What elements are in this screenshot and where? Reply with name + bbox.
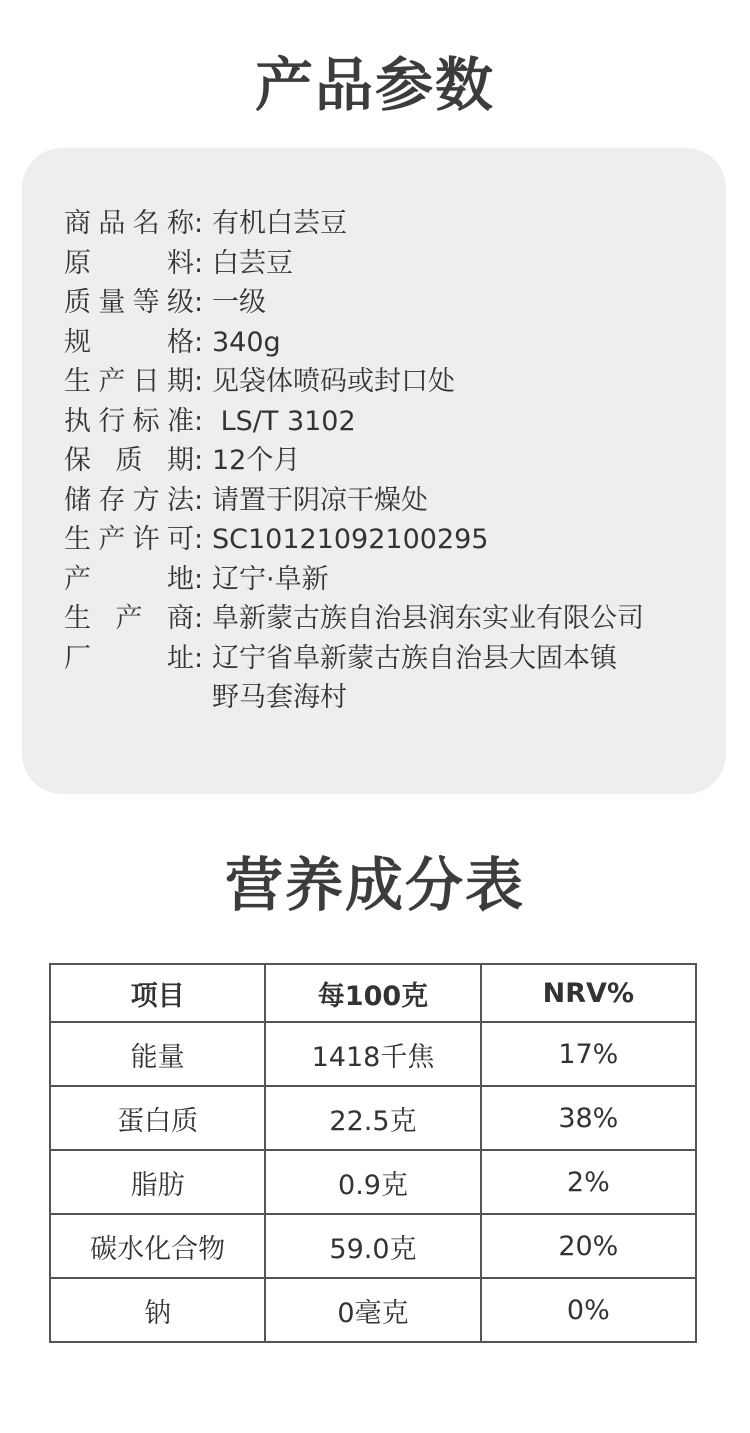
param-row (64, 244, 704, 284)
param-colon: : (194, 366, 204, 397)
param-colon: : (194, 445, 204, 476)
nutrition-header-row (50, 964, 696, 1022)
param-label-char: 称 (166, 208, 194, 239)
param-label (64, 323, 194, 363)
param-row (64, 481, 704, 521)
nutrient-name: 脂肪 (50, 1150, 265, 1214)
table-row (50, 1022, 696, 1086)
params-title: 产品参数 (254, 51, 495, 119)
param-value: 白芸豆 (212, 247, 293, 279)
nutrient-name: 能量 (50, 1022, 265, 1086)
param-label (64, 599, 194, 639)
param-row (64, 560, 704, 600)
param-label-char: 行 (98, 405, 126, 437)
param-value: 请置于阴凉干燥处 (212, 484, 428, 516)
nutrient-name: 蛋白质 (50, 1086, 265, 1150)
param-label-char: 可 (166, 524, 194, 555)
param-row (64, 362, 704, 402)
param-value: 有机白芸豆 (212, 208, 347, 239)
param-label-char: 准 (166, 405, 194, 437)
table-row (50, 1086, 696, 1150)
param-value: 340g (212, 326, 281, 358)
nutrient-nrv: 20% (481, 1214, 696, 1278)
param-value: 12个月 (212, 445, 301, 476)
param-label-char: 产 (64, 563, 91, 595)
param-label-char: 质 (64, 287, 91, 318)
param-colon: : (194, 326, 204, 358)
param-value: LS/T 3102 (212, 405, 356, 437)
nutrient-amount: 59.0克 (265, 1214, 480, 1278)
param-row (64, 678, 704, 718)
param-label-char: 商 (64, 208, 91, 239)
param-label-char: 生 (64, 366, 91, 397)
param-colon (194, 678, 212, 718)
param-label-char: 许 (132, 524, 160, 555)
param-colon: : (194, 642, 204, 674)
param-label (64, 560, 194, 600)
param-colon: : (194, 603, 204, 634)
param-label-char: 格 (167, 326, 194, 358)
param-label-char: 量 (98, 287, 126, 318)
param-row (64, 204, 704, 244)
param-value: 野马套海村 (212, 682, 347, 713)
param-label-char: 储 (64, 484, 91, 516)
nutrient-amount: 0.9克 (265, 1150, 480, 1214)
param-row (64, 441, 704, 481)
nutrient-nrv: 0% (481, 1278, 696, 1342)
nutrient-name: 碳水化合物 (50, 1214, 265, 1278)
param-colon: : (194, 247, 204, 279)
param-row (64, 402, 704, 442)
nutrient-amount: 22.5克 (265, 1086, 480, 1150)
param-label-char: 保 (64, 445, 91, 476)
nutrition-title: 营养成分表 (224, 851, 525, 919)
param-label-char: 址 (167, 642, 194, 674)
param-label (64, 244, 194, 284)
param-label (64, 639, 194, 679)
param-colon: : (194, 405, 204, 437)
param-label-char: 生 (64, 603, 91, 634)
param-label-char: 等 (132, 287, 160, 318)
nutrient-nrv: 17% (481, 1022, 696, 1086)
nutrient-amount: 1418千焦 (265, 1022, 480, 1086)
param-label-char: 名 (132, 208, 160, 239)
nutrition-table (49, 963, 697, 1343)
param-label-char: 标 (132, 405, 160, 437)
param-label (64, 520, 194, 560)
param-label (64, 362, 194, 402)
param-value: 辽宁省阜新蒙古族自治县大固本镇 (212, 642, 617, 674)
param-label-char: 厂 (64, 642, 91, 674)
table-row (50, 1278, 696, 1342)
header-per-100g: 每100克 (265, 964, 480, 1022)
param-label (64, 402, 194, 442)
header-item: 项目 (50, 964, 265, 1022)
param-label-char: 规 (64, 326, 91, 358)
param-label-char: 质 (115, 445, 143, 476)
param-row (64, 639, 704, 679)
param-label-char: 料 (167, 247, 194, 279)
param-label-char: 商 (167, 603, 194, 634)
param-value: SC10121092100295 (212, 524, 489, 555)
param-value: 辽宁·阜新 (212, 563, 329, 595)
param-label-char: 级 (166, 287, 194, 318)
nutrient-amount: 0毫克 (265, 1278, 480, 1342)
param-row (64, 520, 704, 560)
param-colon: : (194, 208, 204, 239)
param-label-char: 原 (64, 247, 91, 279)
params-card (22, 148, 726, 794)
param-label-char: 产 (98, 524, 126, 555)
nutrient-nrv: 2% (481, 1150, 696, 1214)
param-label (64, 283, 194, 323)
param-label-char: 存 (98, 484, 126, 516)
param-label-char: 期 (167, 445, 194, 476)
table-row (50, 1150, 696, 1214)
param-row (64, 323, 704, 363)
param-row (64, 599, 704, 639)
param-label (64, 204, 194, 244)
param-label-char: 生 (64, 524, 91, 555)
param-colon: : (194, 563, 204, 595)
table-row (50, 1214, 696, 1278)
param-value: 见袋体喷码或封口处 (212, 366, 455, 397)
param-label-char: 法 (166, 484, 194, 516)
param-label (64, 481, 194, 521)
header-nrv: NRV% (481, 964, 696, 1022)
param-value: 阜新蒙古族自治县润东实业有限公司 (212, 603, 644, 634)
param-colon: : (194, 524, 204, 555)
nutrient-name: 钠 (50, 1278, 265, 1342)
param-label-char: 产 (98, 366, 126, 397)
param-colon: : (194, 484, 204, 516)
nutrient-nrv: 38% (481, 1086, 696, 1150)
param-label (64, 441, 194, 481)
params-list (64, 204, 704, 718)
param-label-char: 品 (98, 208, 126, 239)
param-label-char: 产 (115, 603, 143, 634)
param-value: 一级 (212, 287, 266, 318)
param-colon: : (194, 287, 204, 318)
param-label-char: 日 (132, 366, 160, 397)
param-label-char: 地 (167, 563, 194, 595)
param-label-char: 期 (166, 366, 194, 397)
param-label-char: 执 (64, 405, 91, 437)
param-row (64, 283, 704, 323)
param-label (64, 678, 194, 718)
param-label-char: 方 (132, 484, 160, 516)
